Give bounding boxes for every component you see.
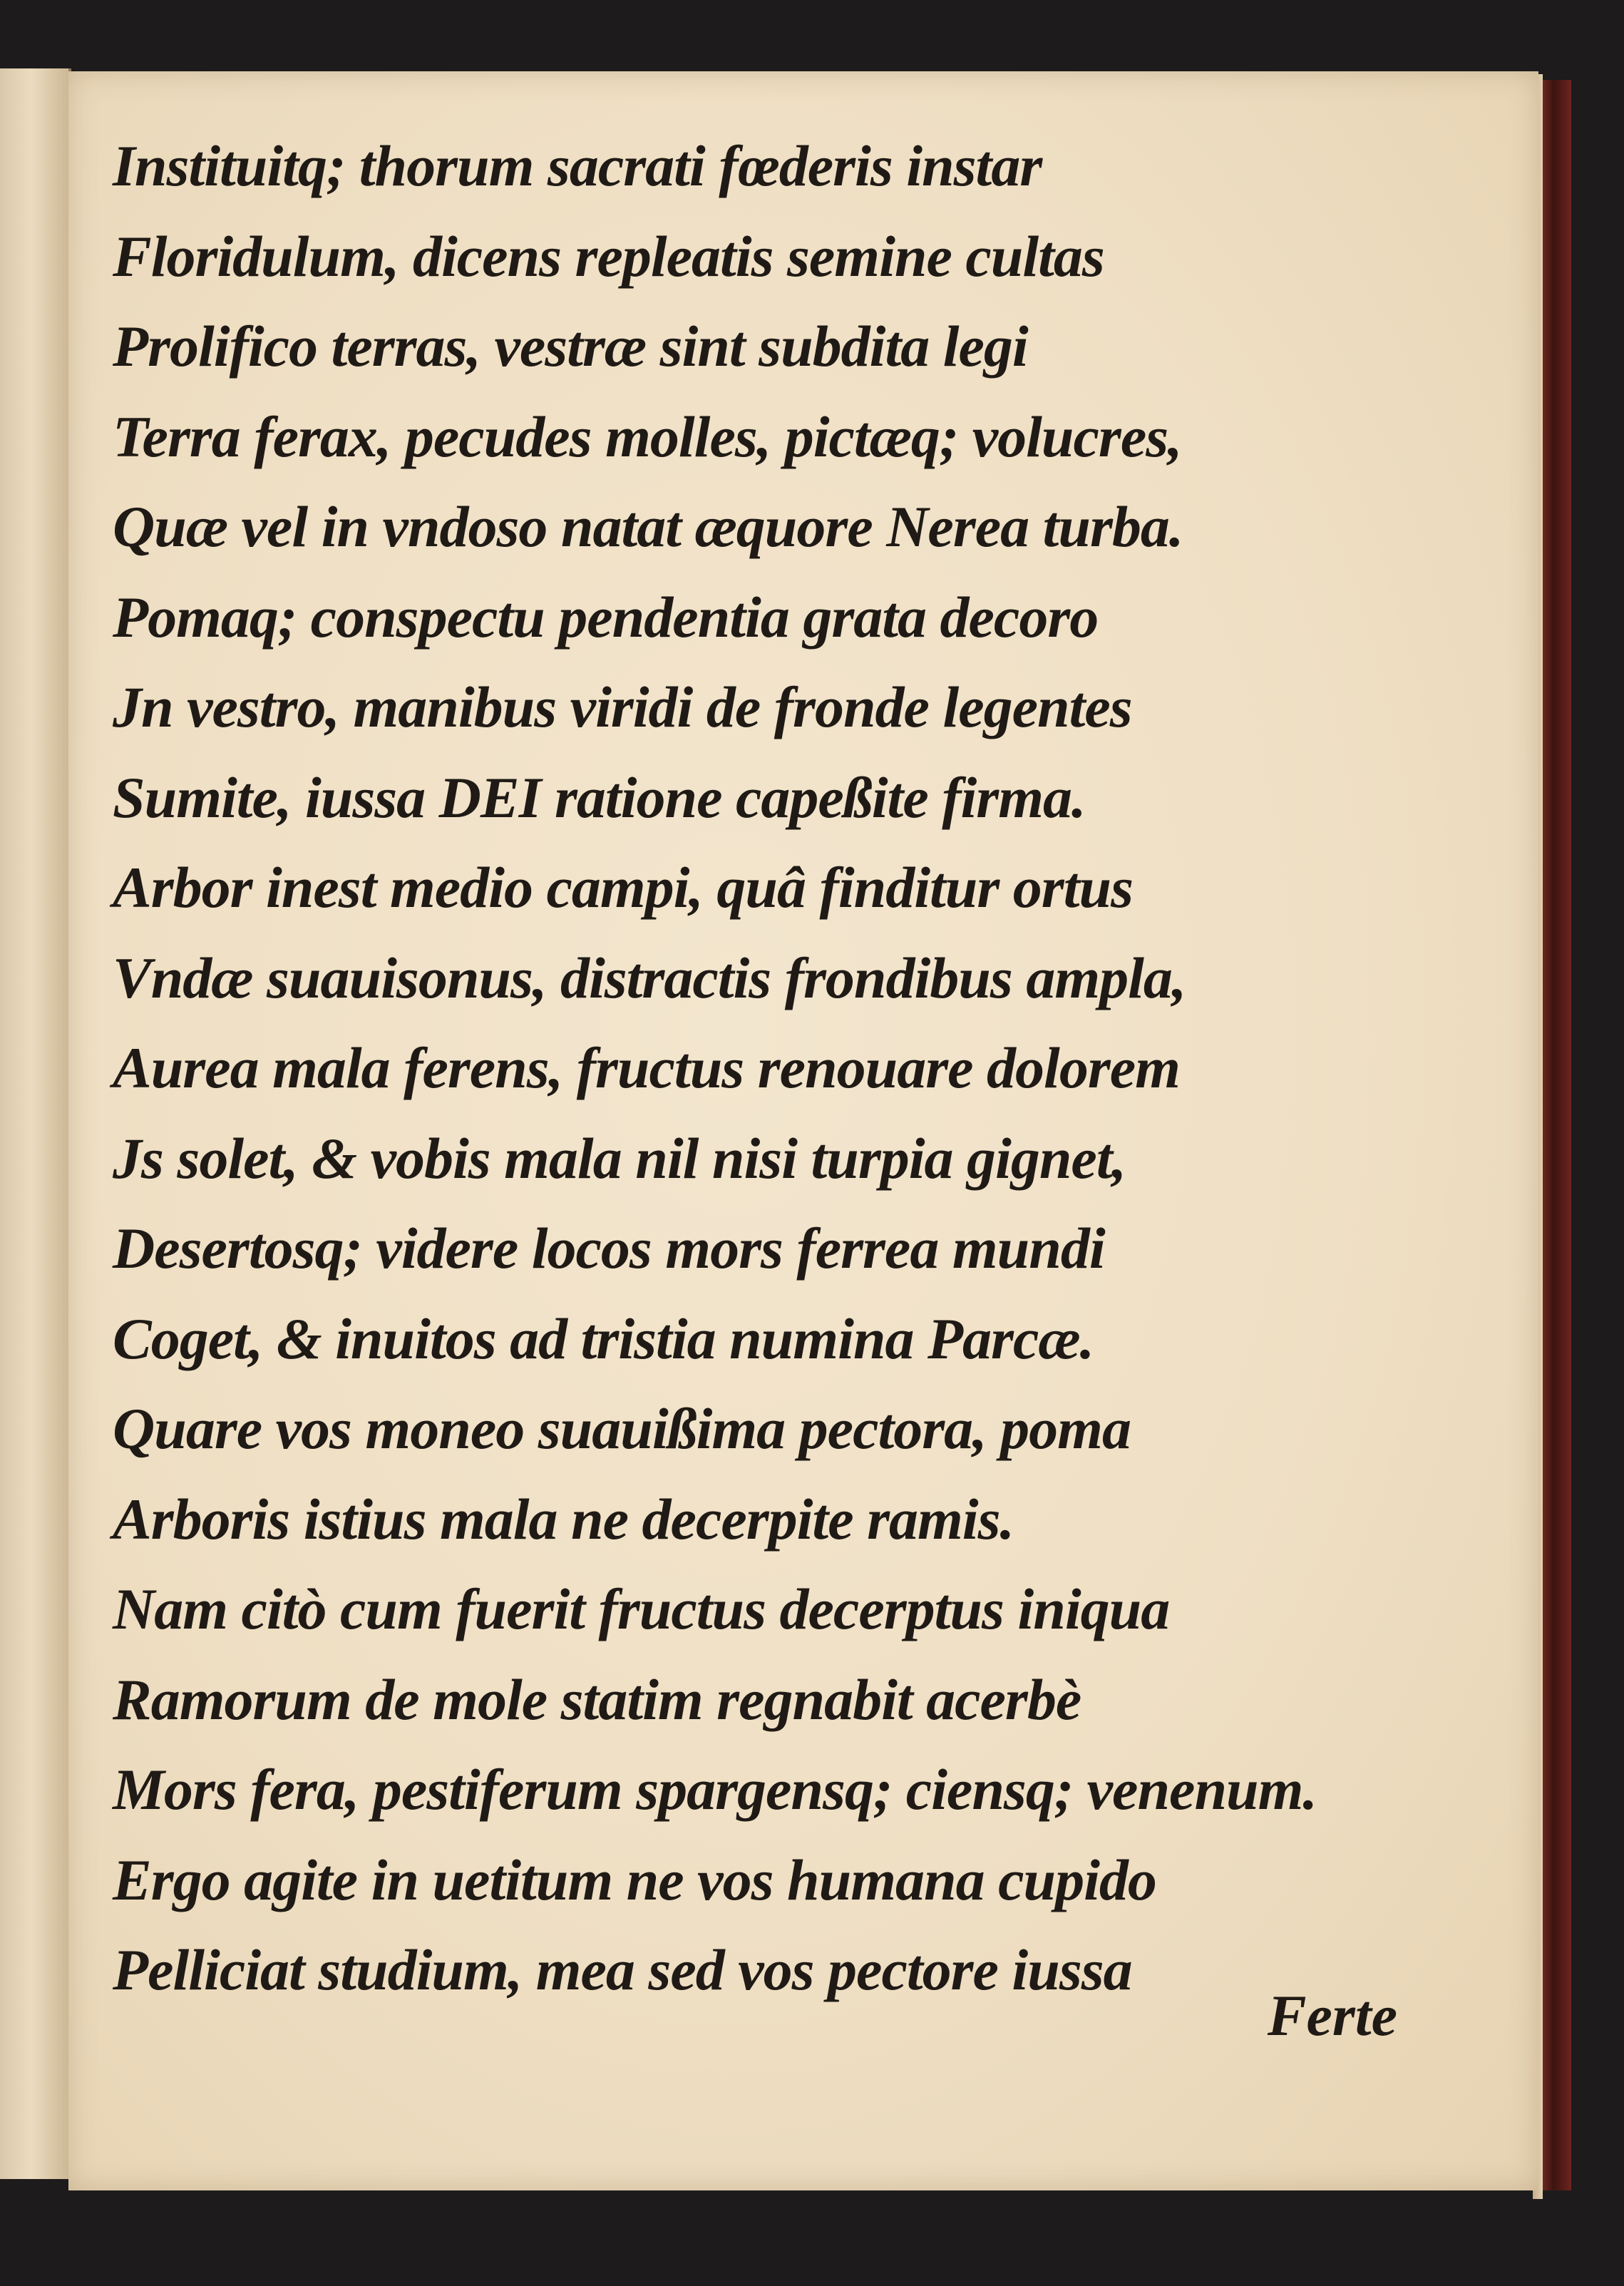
- verse-line: Floridulum, dicens repleatis semine cultas: [113, 223, 1104, 289]
- verse-line: Quæ vel in vndoso natat æquore Nerea turba.: [113, 494, 1183, 559]
- verse-line: Prolifico terras, vestræ sint subdita legi: [113, 314, 1028, 379]
- verse-line: Js solet, & vobis mala nil nisi turpia gignet,: [113, 1125, 1126, 1191]
- verse-line: Ergo agite in uetitum ne vos humana cupido: [113, 1847, 1156, 1912]
- verse-text: [113, 121, 1367, 2016]
- verse-line: Arboris istius mala ne decerpite ramis.: [113, 1486, 1014, 1552]
- verse-line: Pomaq; conspectu pendentia grata decoro: [113, 584, 1099, 650]
- verse-line: Desertosq; videre locos mors ferrea mundi: [113, 1216, 1105, 1281]
- verse-line: Quare vos moneo suauißima pectora, poma: [113, 1396, 1131, 1461]
- verse-line: Sumite, iussa DEI ratione capeßite firma.: [113, 764, 1086, 830]
- verse-line: Coget, & inuitos ad tristia numina Parcæ.: [113, 1306, 1094, 1371]
- verse-line: Terra ferax, pecudes molles, pictæq; volucres,: [113, 404, 1182, 469]
- verse-line: Jn vestro, manibus viridi de fronde legentes: [113, 675, 1132, 739]
- verse-line: Vndæ suauisonus, distractis frondibus ampla,: [113, 945, 1186, 1010]
- facing-page-edge: [0, 68, 71, 2179]
- verse-line: Nam citò cum fuerit fructus decerptus iniqua: [113, 1577, 1170, 1641]
- verse-line: Arbor inest medio campi, quâ finditur ortus: [113, 855, 1133, 920]
- verse-line: Mors fera, pestiferum spargensq; ciensq; venenum.: [113, 1757, 1317, 1822]
- verse-line: Aurea mala ferens, fructus renouare dolorem: [113, 1035, 1180, 1100]
- catchword: Ferte: [1267, 1983, 1397, 2048]
- verse-line: Pelliciat studium, mea sed vos pectore iussa: [113, 1937, 1132, 2002]
- verse-line: Ramorum de mole statim regnabit acerbè: [113, 1666, 1081, 1732]
- verse-line: Instituitq; thorum sacrati fœderis instar: [113, 133, 1042, 198]
